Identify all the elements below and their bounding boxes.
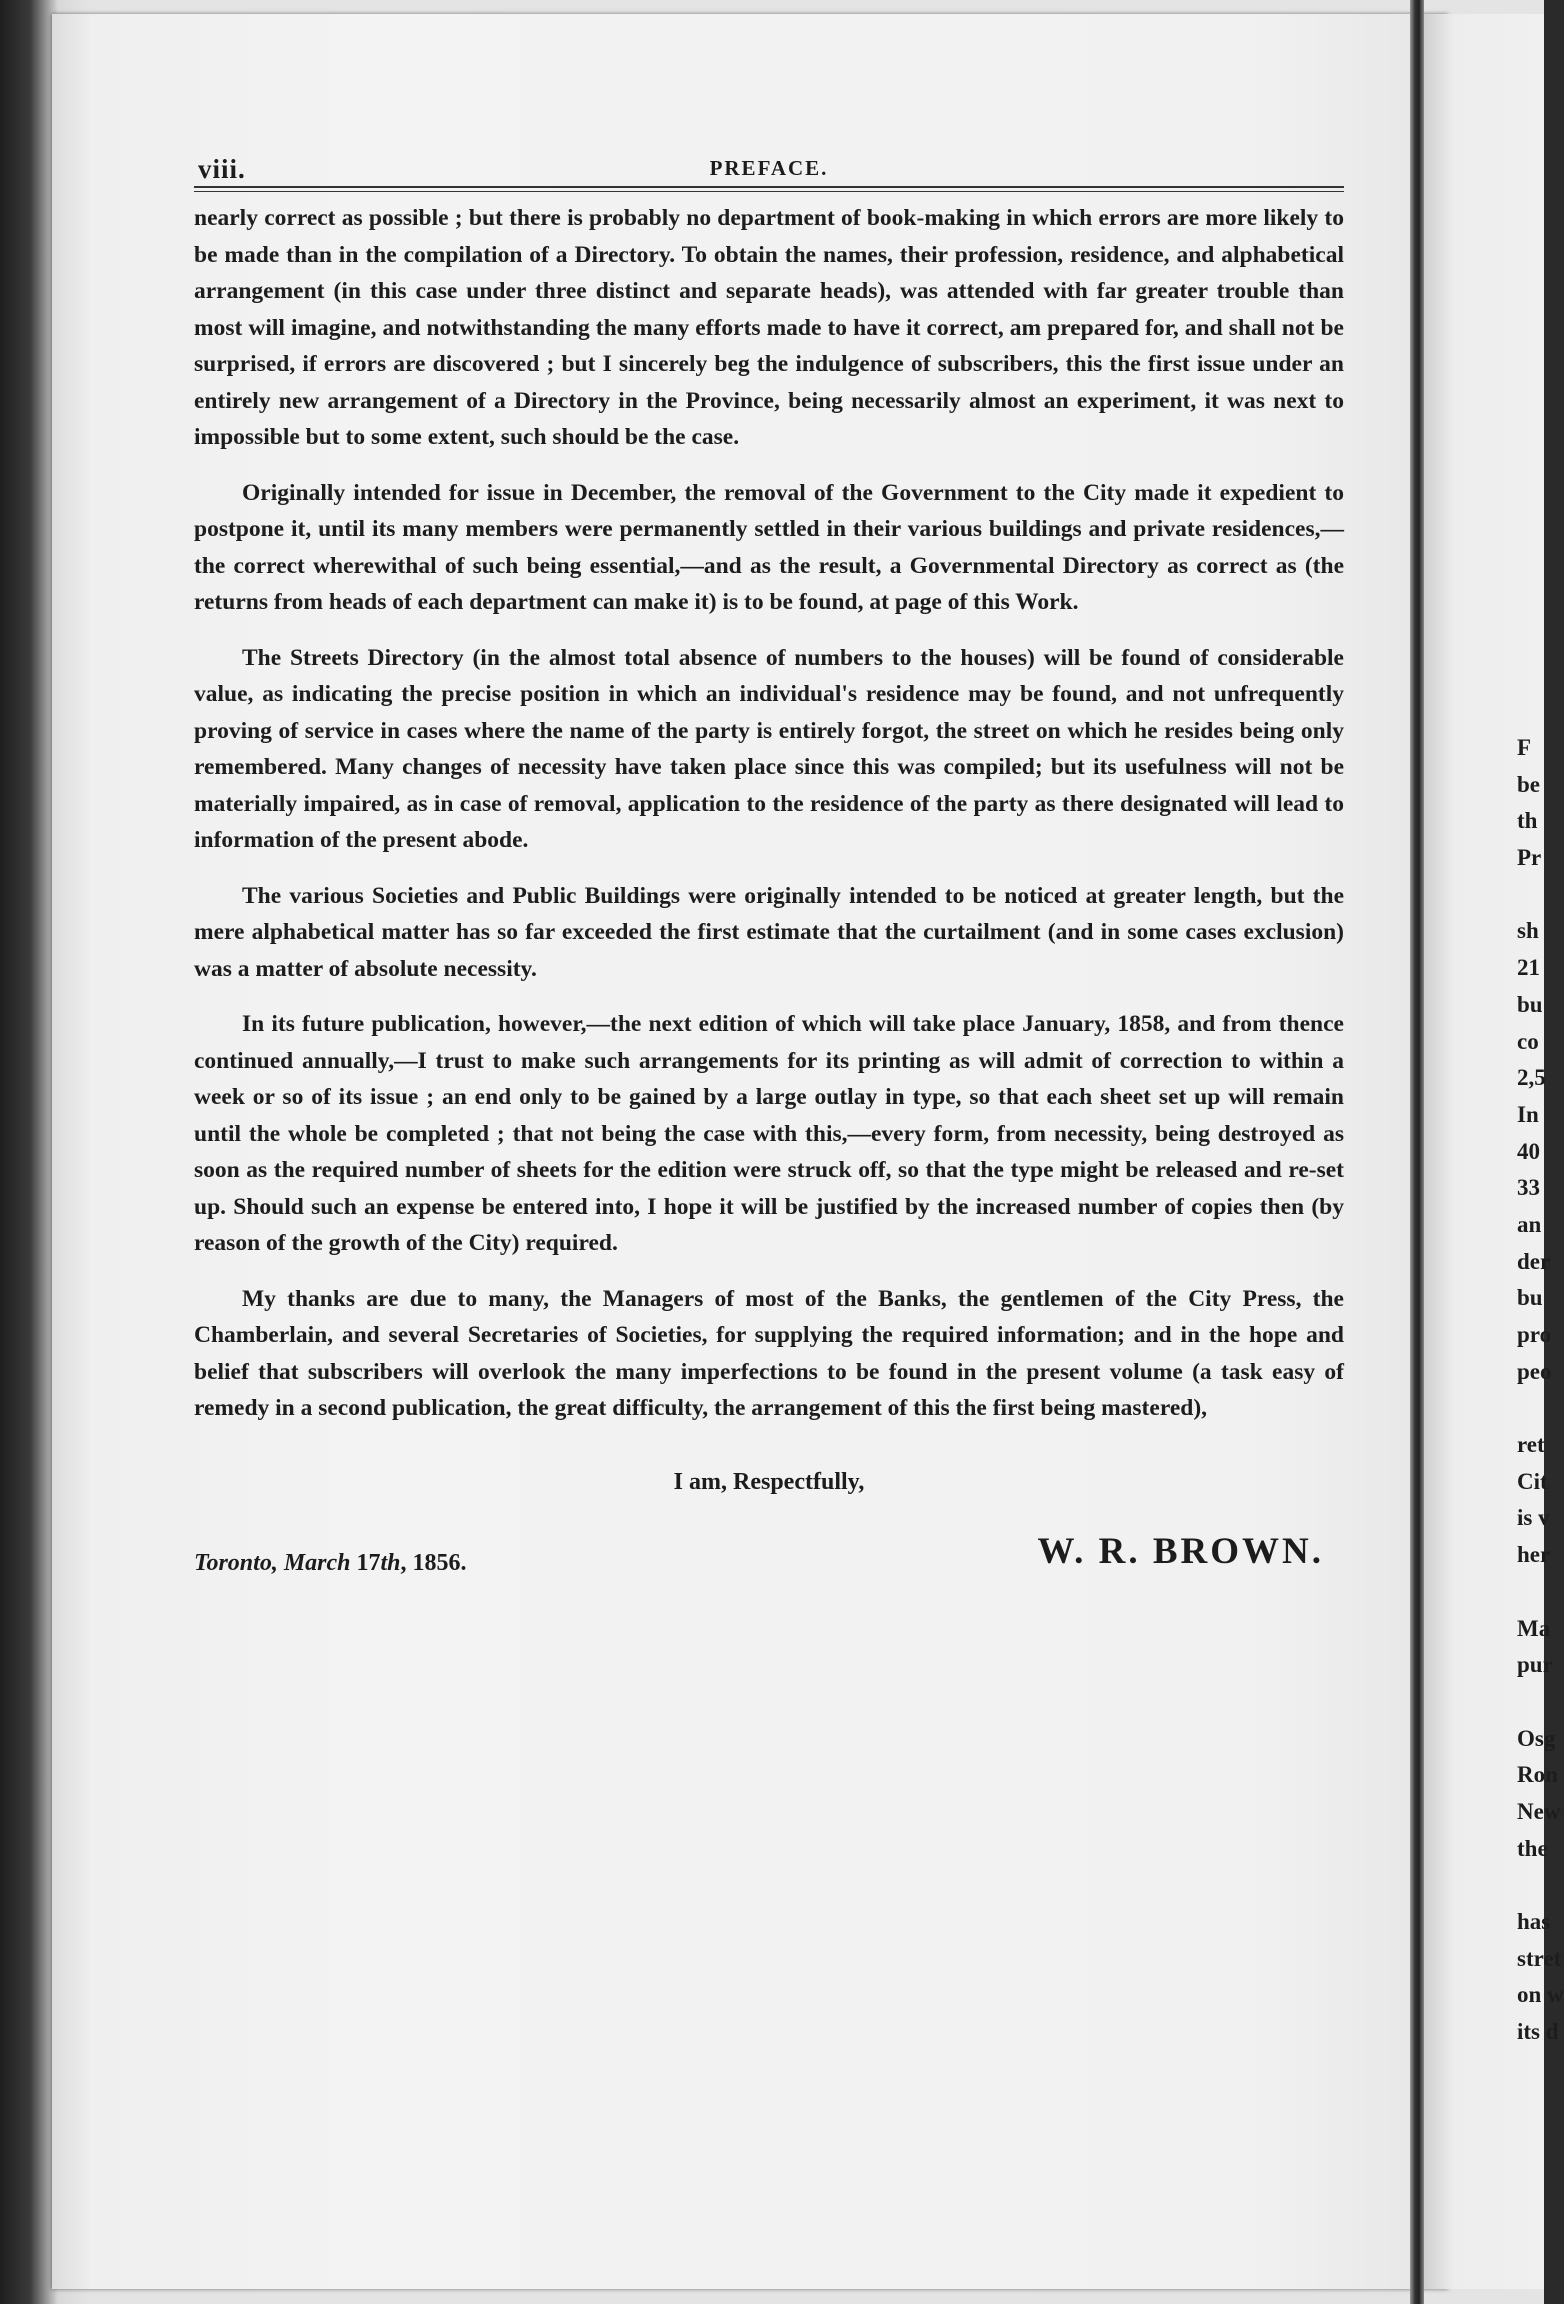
facing-line-fragment: peo — [1517, 1358, 1552, 1384]
facing-line-fragment: be — [1517, 771, 1540, 797]
paragraph-2: Originally intended for issue in December, the removal of the Government to the City made it expedient to postpone it, until its many members were permanently settled in their various buildings and private residences,—the correct wherewithal of such being essential,—and as the result, a Governmental Directory as correct as (the returns from heads of each department can make it) is to be found, at page of this Work. — [194, 479, 1344, 615]
paragraph-5: In its future publication, however,—the next edition of which will take place January, 1858, and from thence continued annually,—I trust to make such arrangements for its printing as will admit of correction to within a week or so of its issue ; an end only to be gained by a large outlay in type, so that each sheet set up will remain until the whole be completed ; that not being the case with this,—every form, from necessity, being destroyed as soon as the required number of sheets for the edition were struck off, so that the type might be released and re-set up. Should such an expense be entered into, I hope it will be justified by the increased number of copies then (by reason of the growth of the City) required. — [194, 1011, 1344, 1256]
dateline — [194, 1550, 467, 1577]
facing-line-fragment: 2,5 — [1517, 1065, 1546, 1091]
facing-line-fragment — [1517, 1574, 1564, 1611]
left-page — [52, 14, 1448, 2289]
dateline-suffix: th — [380, 1549, 401, 1576]
facing-line-fragment: th — [1517, 808, 1538, 834]
running-head — [194, 144, 1344, 186]
page-content — [194, 144, 1344, 1590]
facing-line-fragment: ret — [1517, 1432, 1545, 1458]
facing-line-fragment: bu — [1517, 991, 1543, 1017]
paragraph-3: The Streets Directory (in the almost total absence of numbers to the houses) will be found of considerable value, as indicating the precise position in which an individual's residence may be found, and not unfrequently proving of service in cases where the name of the party is entirely forgot, the street on which he resides being only remembered. Many changes of necessity have taken place since this was compiled; but its usefulness will not be materially impaired, as in case of removal, application to the residence of the party as there designated will lead to information of the present abode. — [194, 644, 1344, 853]
facing-line-fragment: Ron — [1517, 1762, 1558, 1788]
facing-page-edge — [1424, 14, 1564, 2289]
facing-line-fragment: pur — [1517, 1652, 1553, 1678]
author-signature: W. R. BROWN. — [1037, 1530, 1324, 1572]
facing-line-fragment: der — [1517, 1248, 1551, 1274]
facing-line-fragment: 40 — [1517, 1138, 1540, 1164]
book-gutter — [1410, 0, 1424, 2304]
facing-line-fragment: pro — [1517, 1322, 1552, 1347]
facing-line-fragment: sh — [1517, 918, 1539, 944]
facing-line-fragment: is v — [1517, 1505, 1550, 1531]
facing-line-fragment: bu — [1517, 1285, 1543, 1311]
facing-line-fragment: her — [1517, 1542, 1551, 1568]
facing-line-fragment: In — [1517, 1101, 1539, 1127]
facing-line-fragment — [1517, 1390, 1564, 1427]
facing-line-fragment: on w — [1517, 1982, 1564, 2008]
dateline-place: Toronto, March — [194, 1549, 351, 1576]
facing-line-fragment: stret — [1517, 1945, 1562, 1971]
facing-line-fragment: Osg — [1517, 1725, 1556, 1751]
paragraph-4: The various Societies and Public Buildings were originally intended to be noticed at greater length, but the mere alphabetical matter has so far exceeded the first estimate that the curtailment (and in some cases exclusion) was a matter of absolute necessity. — [194, 882, 1344, 982]
facing-line-fragment: Pr — [1517, 845, 1542, 871]
facing-page-text — [1517, 730, 1564, 2051]
header-rule — [194, 186, 1344, 192]
facing-line-fragment — [1517, 1684, 1564, 1721]
paragraph-1: nearly correct as possible ; but there is probably no department of book-making in which errors are more likely to be made than in the compilation of a Directory. To obtain the names, their profession, residence, and alphabetical arrangement (in this case under three distinct and separate heads), was attended with far greater trouble than most will imagine, and notwithstanding the many efforts made to have it correct, am prepared for, and shall not be surprised, if errors are discovered ; but I sincerely beg the indulgence of subscribers, this the first issue under an entirely new arrangement of a Directory in the Province, being necessarily almost an experiment, it was next to impossible but to some extent, such should be the case. — [194, 205, 1344, 450]
facing-line-fragment: New — [1517, 1798, 1561, 1824]
facing-line-fragment: the — [1517, 1835, 1548, 1861]
page-number: viii. — [198, 154, 246, 184]
facing-line-fragment: co — [1517, 1028, 1539, 1054]
signature-row — [194, 1530, 1344, 1590]
facing-line-fragment: has — [1517, 1909, 1551, 1934]
facing-line-fragment — [1517, 877, 1564, 914]
facing-line-fragment: Ma — [1517, 1615, 1551, 1641]
preface-body — [194, 200, 1344, 1427]
dateline-day: 17 — [356, 1549, 381, 1576]
section-title: PREFACE. — [709, 156, 829, 180]
facing-line-fragment: its d — [1517, 2019, 1559, 2045]
facing-line-fragment — [1517, 1867, 1564, 1904]
facing-line-fragment: Cit — [1517, 1468, 1548, 1494]
paragraph-6: My thanks are due to many, the Managers of most of the Banks, the gentlemen of the City Press, the Chamberlain, and several Secretaries of Societies, for supplying the required information; and in the hope and belief that subscribers will overlook the many imperfections to be found in the present volume (a task easy of remedy in a second publication, the great difficulty, the arrangement of this the first being mastered), — [194, 1285, 1344, 1421]
facing-line-fragment: F — [1517, 735, 1532, 760]
facing-line-fragment: 21 — [1517, 955, 1540, 981]
facing-line-fragment: an — [1517, 1211, 1542, 1237]
facing-line-fragment: 33 — [1517, 1175, 1540, 1201]
dateline-year: , 1856. — [400, 1549, 467, 1576]
closing-salutation: I am, Respectfully, — [673, 1468, 865, 1495]
